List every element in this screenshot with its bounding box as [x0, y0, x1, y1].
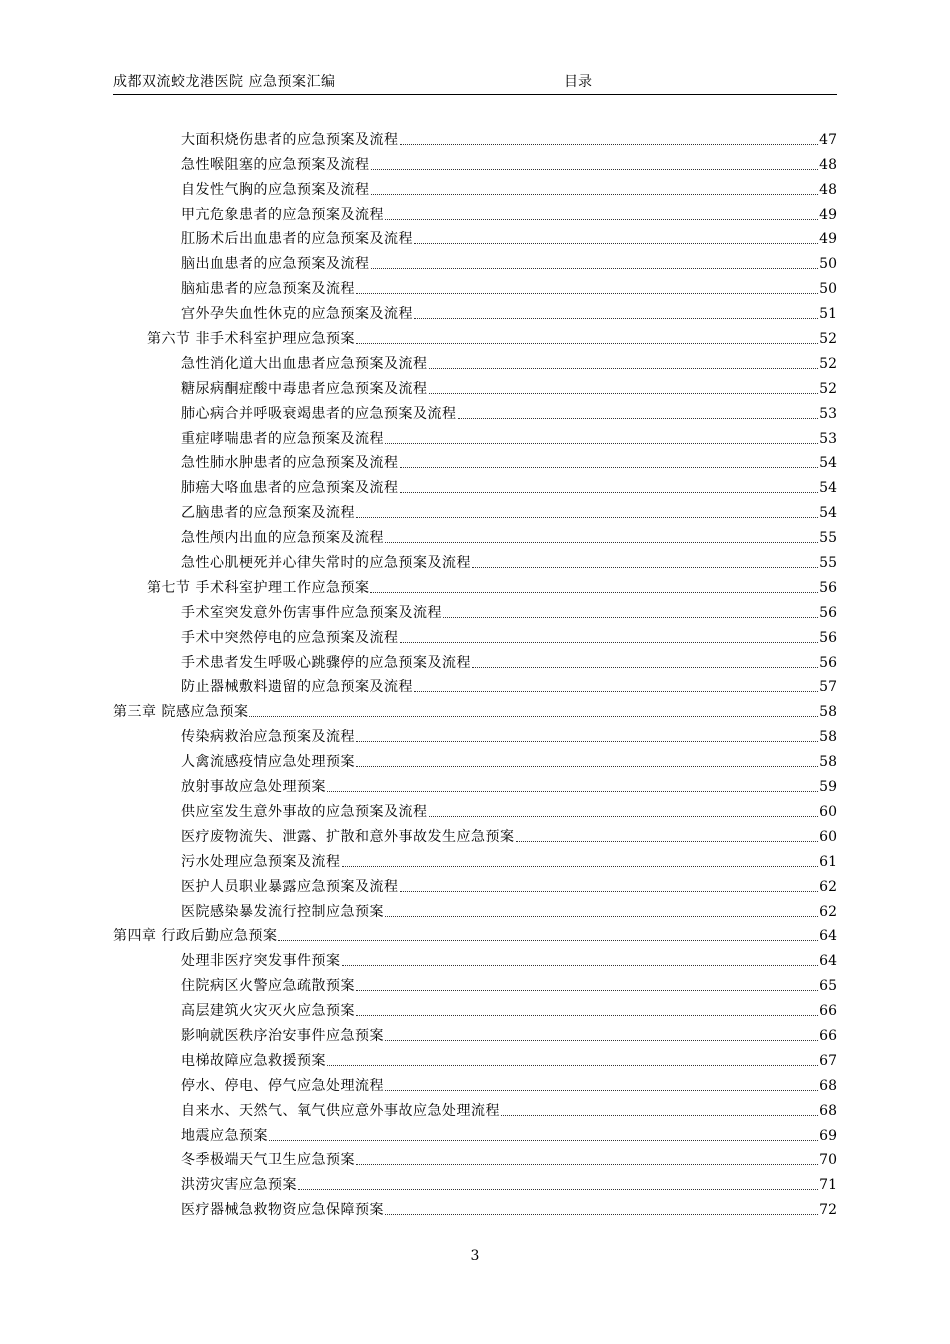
toc-entry[interactable]	[113, 124, 837, 149]
toc-entry-title: 肺心病合并呼吸衰竭患者的应急预案及流程	[181, 405, 457, 422]
toc-entry-page: 60	[819, 803, 837, 820]
toc-entry-page: 68	[819, 1102, 837, 1119]
toc-dot-leader	[516, 841, 819, 842]
toc-entry-title: 影响就医秩序治安事件应急预案	[181, 1027, 384, 1044]
toc-entry[interactable]	[113, 597, 837, 622]
toc-entry-page: 52	[819, 331, 837, 348]
toc-entry[interactable]	[113, 522, 837, 547]
toc-dot-leader	[327, 1065, 818, 1066]
toc-entry-title: 医疗器械急救物资应急保障预案	[181, 1202, 384, 1219]
toc-dot-leader	[356, 343, 818, 344]
toc-entry-title: 重症哮喘患者的应急预案及流程	[181, 430, 384, 447]
toc-entry-title: 肛肠术后出血患者的应急预案及流程	[181, 231, 413, 248]
toc-entry-title: 人禽流感疫情应急处理预案	[181, 754, 355, 771]
toc-entry-title: 住院病区火警应急疏散预案	[181, 978, 355, 995]
toc-entry-page: 49	[819, 231, 837, 248]
page-number: 3	[470, 1248, 480, 1264]
toc-entry-page: 67	[819, 1052, 837, 1069]
toc-entry-title: 地震应急预案	[181, 1127, 268, 1144]
toc-dot-leader	[342, 866, 819, 867]
toc-dot-leader	[269, 1140, 818, 1141]
toc-entry-title: 第六节 非手术科室护理应急预案	[147, 331, 355, 348]
toc-entry-page: 60	[819, 828, 837, 845]
toc-entry-title: 急性心肌梗死并心律失常时的应急预案及流程	[181, 555, 471, 572]
toc-dot-leader	[458, 418, 819, 419]
toc-entry-page: 55	[819, 530, 837, 547]
toc-entry-page: 61	[819, 853, 837, 870]
toc-dot-leader	[385, 1090, 818, 1091]
toc-entry-page: 52	[819, 380, 837, 397]
toc-dot-leader	[385, 443, 818, 444]
toc-entry-title: 手术室突发意外伤害事件应急预案及流程	[181, 604, 442, 621]
toc-entry-page: 58	[819, 729, 837, 746]
toc-entry-title: 糖尿病酮症酸中毒患者应急预案及流程	[181, 380, 428, 397]
toc-entry-page: 56	[819, 629, 837, 646]
toc-entry[interactable]	[113, 423, 837, 448]
toc-entry-page: 52	[819, 355, 837, 372]
toc-dot-leader	[327, 791, 818, 792]
toc-entry-title: 手术中突然停电的应急预案及流程	[181, 629, 399, 646]
toc-dot-leader	[278, 940, 818, 941]
toc-entry-page: 50	[819, 281, 837, 298]
toc-entry-page: 56	[819, 604, 837, 621]
toc-dot-leader	[429, 816, 819, 817]
toc-entry[interactable]	[113, 970, 837, 995]
toc-dot-leader	[400, 144, 819, 145]
toc-entry-page: 50	[819, 256, 837, 273]
toc-entry-page: 54	[819, 455, 837, 472]
toc-entry-page: 65	[819, 978, 837, 995]
toc-entry-title: 脑疝患者的应急预案及流程	[181, 281, 355, 298]
toc-entry[interactable]	[113, 672, 837, 697]
toc-entry-title: 第三章 院感应急预案	[113, 704, 249, 721]
toc-chapter-entry[interactable]	[113, 696, 837, 721]
toc-entry[interactable]	[113, 547, 837, 572]
toc-entry-page: 58	[819, 754, 837, 771]
toc-entry-page: 66	[819, 1003, 837, 1020]
toc-entry-title: 高层建筑火灾灭火应急预案	[181, 1003, 355, 1020]
toc-entry[interactable]	[113, 398, 837, 423]
toc-entry[interactable]	[113, 622, 837, 647]
toc-entry[interactable]	[113, 199, 837, 224]
toc-dot-leader	[429, 368, 819, 369]
toc-entry[interactable]	[113, 1020, 837, 1045]
toc-entry-page: 48	[819, 181, 837, 198]
toc-entry[interactable]	[113, 373, 837, 398]
toc-chapter-entry[interactable]	[113, 921, 837, 946]
toc-section-entry[interactable]	[113, 572, 837, 597]
toc-dot-leader	[370, 592, 818, 593]
toc-entry-page: 54	[819, 505, 837, 522]
table-of-contents	[113, 124, 837, 1219]
toc-entry[interactable]	[113, 1145, 837, 1170]
toc-entry[interactable]	[113, 1120, 837, 1145]
toc-entry-page: 66	[819, 1027, 837, 1044]
toc-entry-title: 肺癌大咯血患者的应急预案及流程	[181, 480, 399, 497]
toc-entry[interactable]	[113, 871, 837, 896]
toc-dot-leader	[249, 716, 818, 717]
toc-entry[interactable]	[113, 298, 837, 323]
toc-entry-page: 53	[819, 405, 837, 422]
toc-entry-title: 手术患者发生呼吸心跳骤停的应急预案及流程	[181, 654, 471, 671]
toc-entry-page: 53	[819, 430, 837, 447]
toc-entry-title: 乙脑患者的应急预案及流程	[181, 505, 355, 522]
toc-entry[interactable]	[113, 647, 837, 672]
toc-dot-leader	[414, 243, 818, 244]
toc-dot-leader	[342, 965, 819, 966]
toc-entry-page: 71	[819, 1177, 837, 1194]
toc-entry[interactable]	[113, 1095, 837, 1120]
toc-entry-title: 洪涝灾害应急预案	[181, 1177, 297, 1194]
toc-entry-page: 64	[819, 928, 837, 945]
toc-dot-leader	[472, 667, 818, 668]
toc-dot-leader	[472, 567, 818, 568]
toc-entry[interactable]	[113, 348, 837, 373]
toc-dot-leader	[356, 766, 818, 767]
toc-entry-page: 59	[819, 779, 837, 796]
header-title: 成都双流蛟龙港医院 应急预案汇编	[113, 74, 336, 90]
toc-dot-leader	[298, 1189, 818, 1190]
toc-entry-title: 自发性气胸的应急预案及流程	[181, 181, 370, 198]
toc-entry-title: 医院感染暴发流行控制应急预案	[181, 903, 384, 920]
toc-entry-title: 供应室发生意外事故的应急预案及流程	[181, 803, 428, 820]
toc-entry-page: 62	[819, 903, 837, 920]
toc-entry-title: 急性颅内出血的应急预案及流程	[181, 530, 384, 547]
toc-entry-title: 急性消化道大出血患者应急预案及流程	[181, 355, 428, 372]
toc-dot-leader	[356, 1015, 818, 1016]
toc-dot-leader	[400, 891, 819, 892]
toc-entry-page: 68	[819, 1077, 837, 1094]
toc-entry-title: 放射事故应急处理预案	[181, 779, 326, 796]
toc-dot-leader	[356, 1164, 818, 1165]
toc-entry-page: 55	[819, 555, 837, 572]
toc-entry[interactable]	[113, 273, 837, 298]
toc-entry[interactable]	[113, 945, 837, 970]
toc-entry-title: 急性肺水肿患者的应急预案及流程	[181, 455, 399, 472]
toc-entry[interactable]	[113, 1194, 837, 1219]
toc-entry[interactable]	[113, 1070, 837, 1095]
toc-entry-page: 56	[819, 654, 837, 671]
toc-dot-leader	[429, 393, 819, 394]
toc-dot-leader	[371, 268, 819, 269]
toc-dot-leader	[414, 691, 818, 692]
toc-entry[interactable]	[113, 1045, 837, 1070]
toc-dot-leader	[356, 517, 818, 518]
toc-entry[interactable]	[113, 497, 837, 522]
toc-entry-title: 污水处理应急预案及流程	[181, 853, 341, 870]
toc-entry[interactable]	[113, 796, 837, 821]
toc-entry-page: 64	[819, 953, 837, 970]
toc-entry[interactable]	[113, 821, 837, 846]
toc-entry-title: 电梯故障应急救援预案	[181, 1052, 326, 1069]
toc-entry[interactable]	[113, 846, 837, 871]
toc-entry-page: 48	[819, 156, 837, 173]
toc-dot-leader	[385, 1040, 818, 1041]
toc-entry-page: 72	[819, 1202, 837, 1219]
toc-dot-leader	[356, 293, 818, 294]
toc-entry-title: 第七节 手术科室护理工作应急预案	[147, 579, 370, 596]
toc-entry[interactable]	[113, 224, 837, 249]
toc-entry-page: 69	[819, 1127, 837, 1144]
page-header	[113, 72, 837, 95]
toc-entry[interactable]	[113, 149, 837, 174]
toc-entry-title: 传染病救治应急预案及流程	[181, 729, 355, 746]
toc-dot-leader	[385, 542, 818, 543]
toc-section-entry[interactable]	[113, 323, 837, 348]
toc-entry[interactable]	[113, 472, 837, 497]
toc-entry-title: 医疗废物流失、泄露、扩散和意外事故发生应急预案	[181, 828, 515, 845]
toc-entry-title: 急性喉阻塞的应急预案及流程	[181, 156, 370, 173]
toc-entry-page: 54	[819, 480, 837, 497]
toc-entry-title: 医护人员职业暴露应急预案及流程	[181, 878, 399, 895]
toc-entry[interactable]	[113, 995, 837, 1020]
toc-entry-title: 宫外孕失血性休克的应急预案及流程	[181, 306, 413, 323]
toc-dot-leader	[414, 318, 818, 319]
toc-entry[interactable]	[113, 771, 837, 796]
toc-entry-page: 49	[819, 206, 837, 223]
toc-entry[interactable]	[113, 1169, 837, 1194]
toc-entry-title: 处理非医疗突发事件预案	[181, 953, 341, 970]
toc-dot-leader	[356, 741, 818, 742]
toc-dot-leader	[385, 219, 818, 220]
toc-entry[interactable]	[113, 746, 837, 771]
toc-entry[interactable]	[113, 248, 837, 273]
toc-entry-page: 57	[819, 679, 837, 696]
toc-entry[interactable]	[113, 896, 837, 921]
header-section: 目录	[564, 74, 592, 90]
toc-entry-page: 56	[819, 579, 837, 596]
toc-entry-page: 70	[819, 1152, 837, 1169]
toc-dot-leader	[400, 642, 819, 643]
toc-dot-leader	[400, 492, 819, 493]
toc-entry-page: 51	[819, 306, 837, 323]
toc-entry-title: 甲亢危象患者的应急预案及流程	[181, 206, 384, 223]
toc-entry-page: 62	[819, 878, 837, 895]
toc-entry-title: 大面积烧伤患者的应急预案及流程	[181, 131, 399, 148]
toc-dot-leader	[356, 990, 818, 991]
toc-entry[interactable]	[113, 721, 837, 746]
toc-entry[interactable]	[113, 448, 837, 473]
toc-entry-page: 47	[819, 131, 837, 148]
toc-dot-leader	[371, 169, 819, 170]
toc-entry-title: 停水、停电、停气应急处理流程	[181, 1077, 384, 1094]
toc-dot-leader	[400, 467, 819, 468]
toc-dot-leader	[385, 1214, 818, 1215]
toc-dot-leader	[385, 916, 818, 917]
toc-dot-leader	[501, 1115, 818, 1116]
toc-entry-title: 第四章 行政后勤应急预案	[113, 928, 278, 945]
toc-entry-title: 脑出血患者的应急预案及流程	[181, 256, 370, 273]
toc-dot-leader	[443, 617, 818, 618]
toc-entry-title: 冬季极端天气卫生应急预案	[181, 1152, 355, 1169]
toc-entry[interactable]	[113, 174, 837, 199]
toc-entry-title: 自来水、天然气、氧气供应意外事故应急处理流程	[181, 1102, 500, 1119]
toc-dot-leader	[371, 194, 819, 195]
toc-entry-page: 58	[819, 704, 837, 721]
toc-entry-title: 防止器械敷料遗留的应急预案及流程	[181, 679, 413, 696]
